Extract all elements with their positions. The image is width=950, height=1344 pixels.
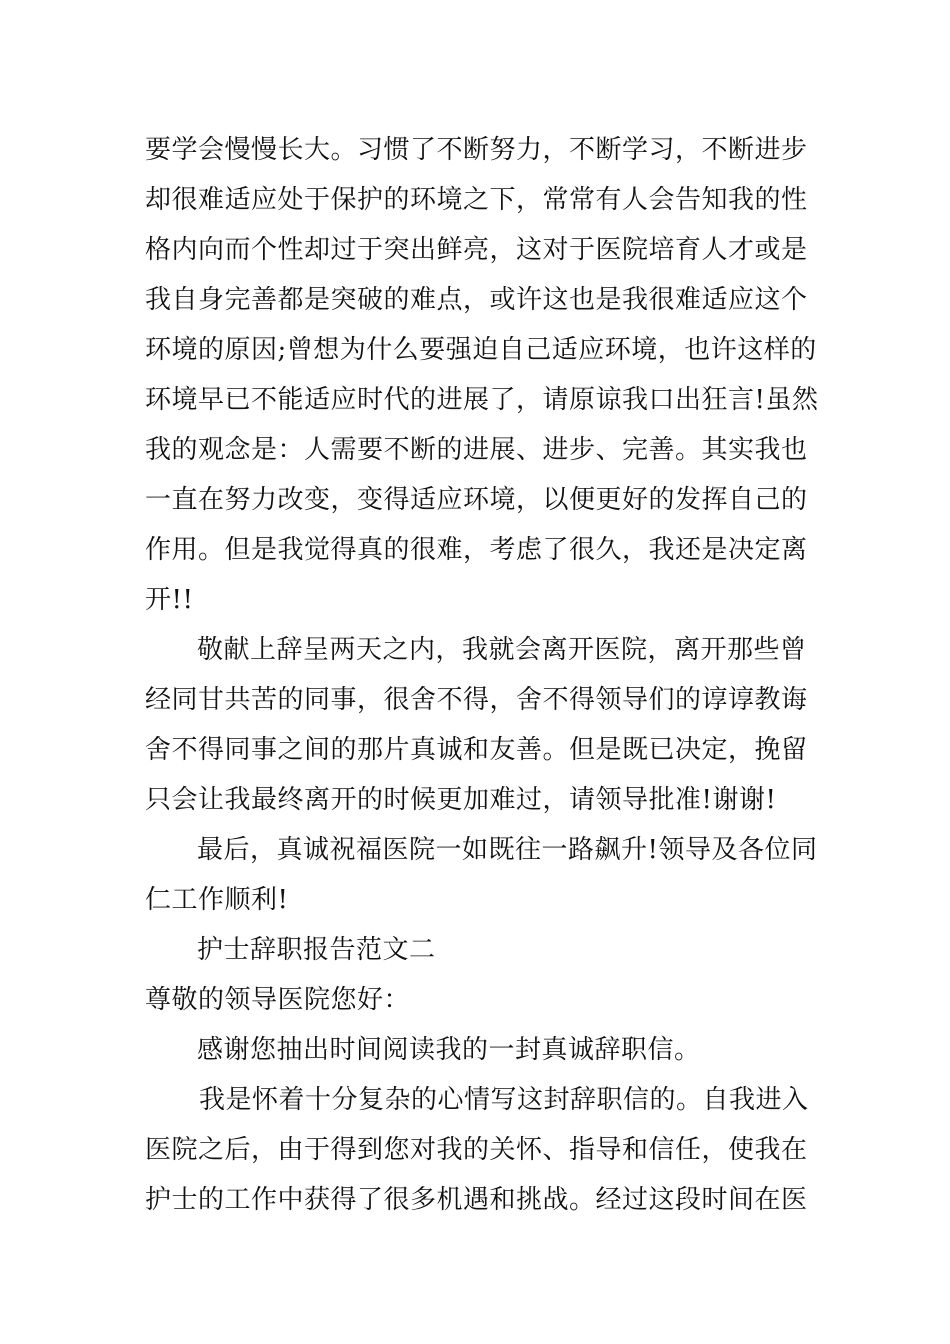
paragraph-line: 环境早已不能适应时代的进展了，请原谅我口出狂言!虽然 — [145, 385, 819, 415]
paragraph-line: 一直在努力改变，变得适应环境，以便更好的发挥自己的 — [145, 485, 808, 515]
paragraph-line: 却很难适应处于保护的环境之下，常常有人会告知我的性 — [145, 185, 808, 215]
paragraph-line: 我的观念是：人需要不断的进展、进步、完善。其实我也 — [145, 435, 808, 465]
paragraph-line: 作用。但是我觉得真的很难，考虑了很久，我还是决定离 — [145, 535, 808, 565]
paragraph-line: 护士的工作中获得了很多机遇和挑战。经过这段时间在医 — [145, 1185, 808, 1215]
paragraph-line: 环境的原因;曾想为什么要强迫自己适应环境，也许这样的 — [145, 335, 817, 365]
paragraph-line: 感谢您抽出时间阅读我的一封真诚辞职信。 — [197, 1035, 701, 1065]
paragraph-line: 最后，真诚祝福医院一如既往一路飙升!领导及各位同 — [197, 835, 818, 865]
paragraph-line: 我自身完善都是突破的难点，或许这也是我很难适应这个 — [145, 285, 808, 315]
paragraph-line: 要学会慢慢长大。习惯了不断努力，不断学习，不断进步 — [145, 135, 808, 165]
paragraph-line: 开!! — [145, 585, 194, 615]
paragraph-line: 经同甘共苦的同事，很舍不得，舍不得领导们的谆谆教诲 — [145, 685, 808, 715]
section-heading: 护士辞职报告范文二 — [197, 935, 436, 965]
paragraph-line: 医院之后，由于得到您对我的关怀、指导和信任，使我在 — [145, 1135, 808, 1165]
paragraph-line: 只会让我最终离开的时候更加难过，请领导批准!谢谢! — [145, 785, 777, 815]
paragraph-line: 舍不得同事之间的那片真诚和友善。但是既已决定，挽留 — [145, 735, 808, 765]
paragraph-line: 格内向而个性却过于突出鲜亮，这对于医院培育人才或是 — [145, 235, 808, 265]
paragraph-line: 我是怀着十分复杂的心情写这封辞职信的。自我进入 — [199, 1085, 809, 1115]
paragraph-line: 敬献上辞呈两天之内，我就会离开医院，离开那些曾 — [197, 635, 807, 665]
paragraph-line: 仁工作顺利! — [145, 885, 289, 915]
salutation: 尊敬的领导医院您好： — [145, 985, 411, 1015]
